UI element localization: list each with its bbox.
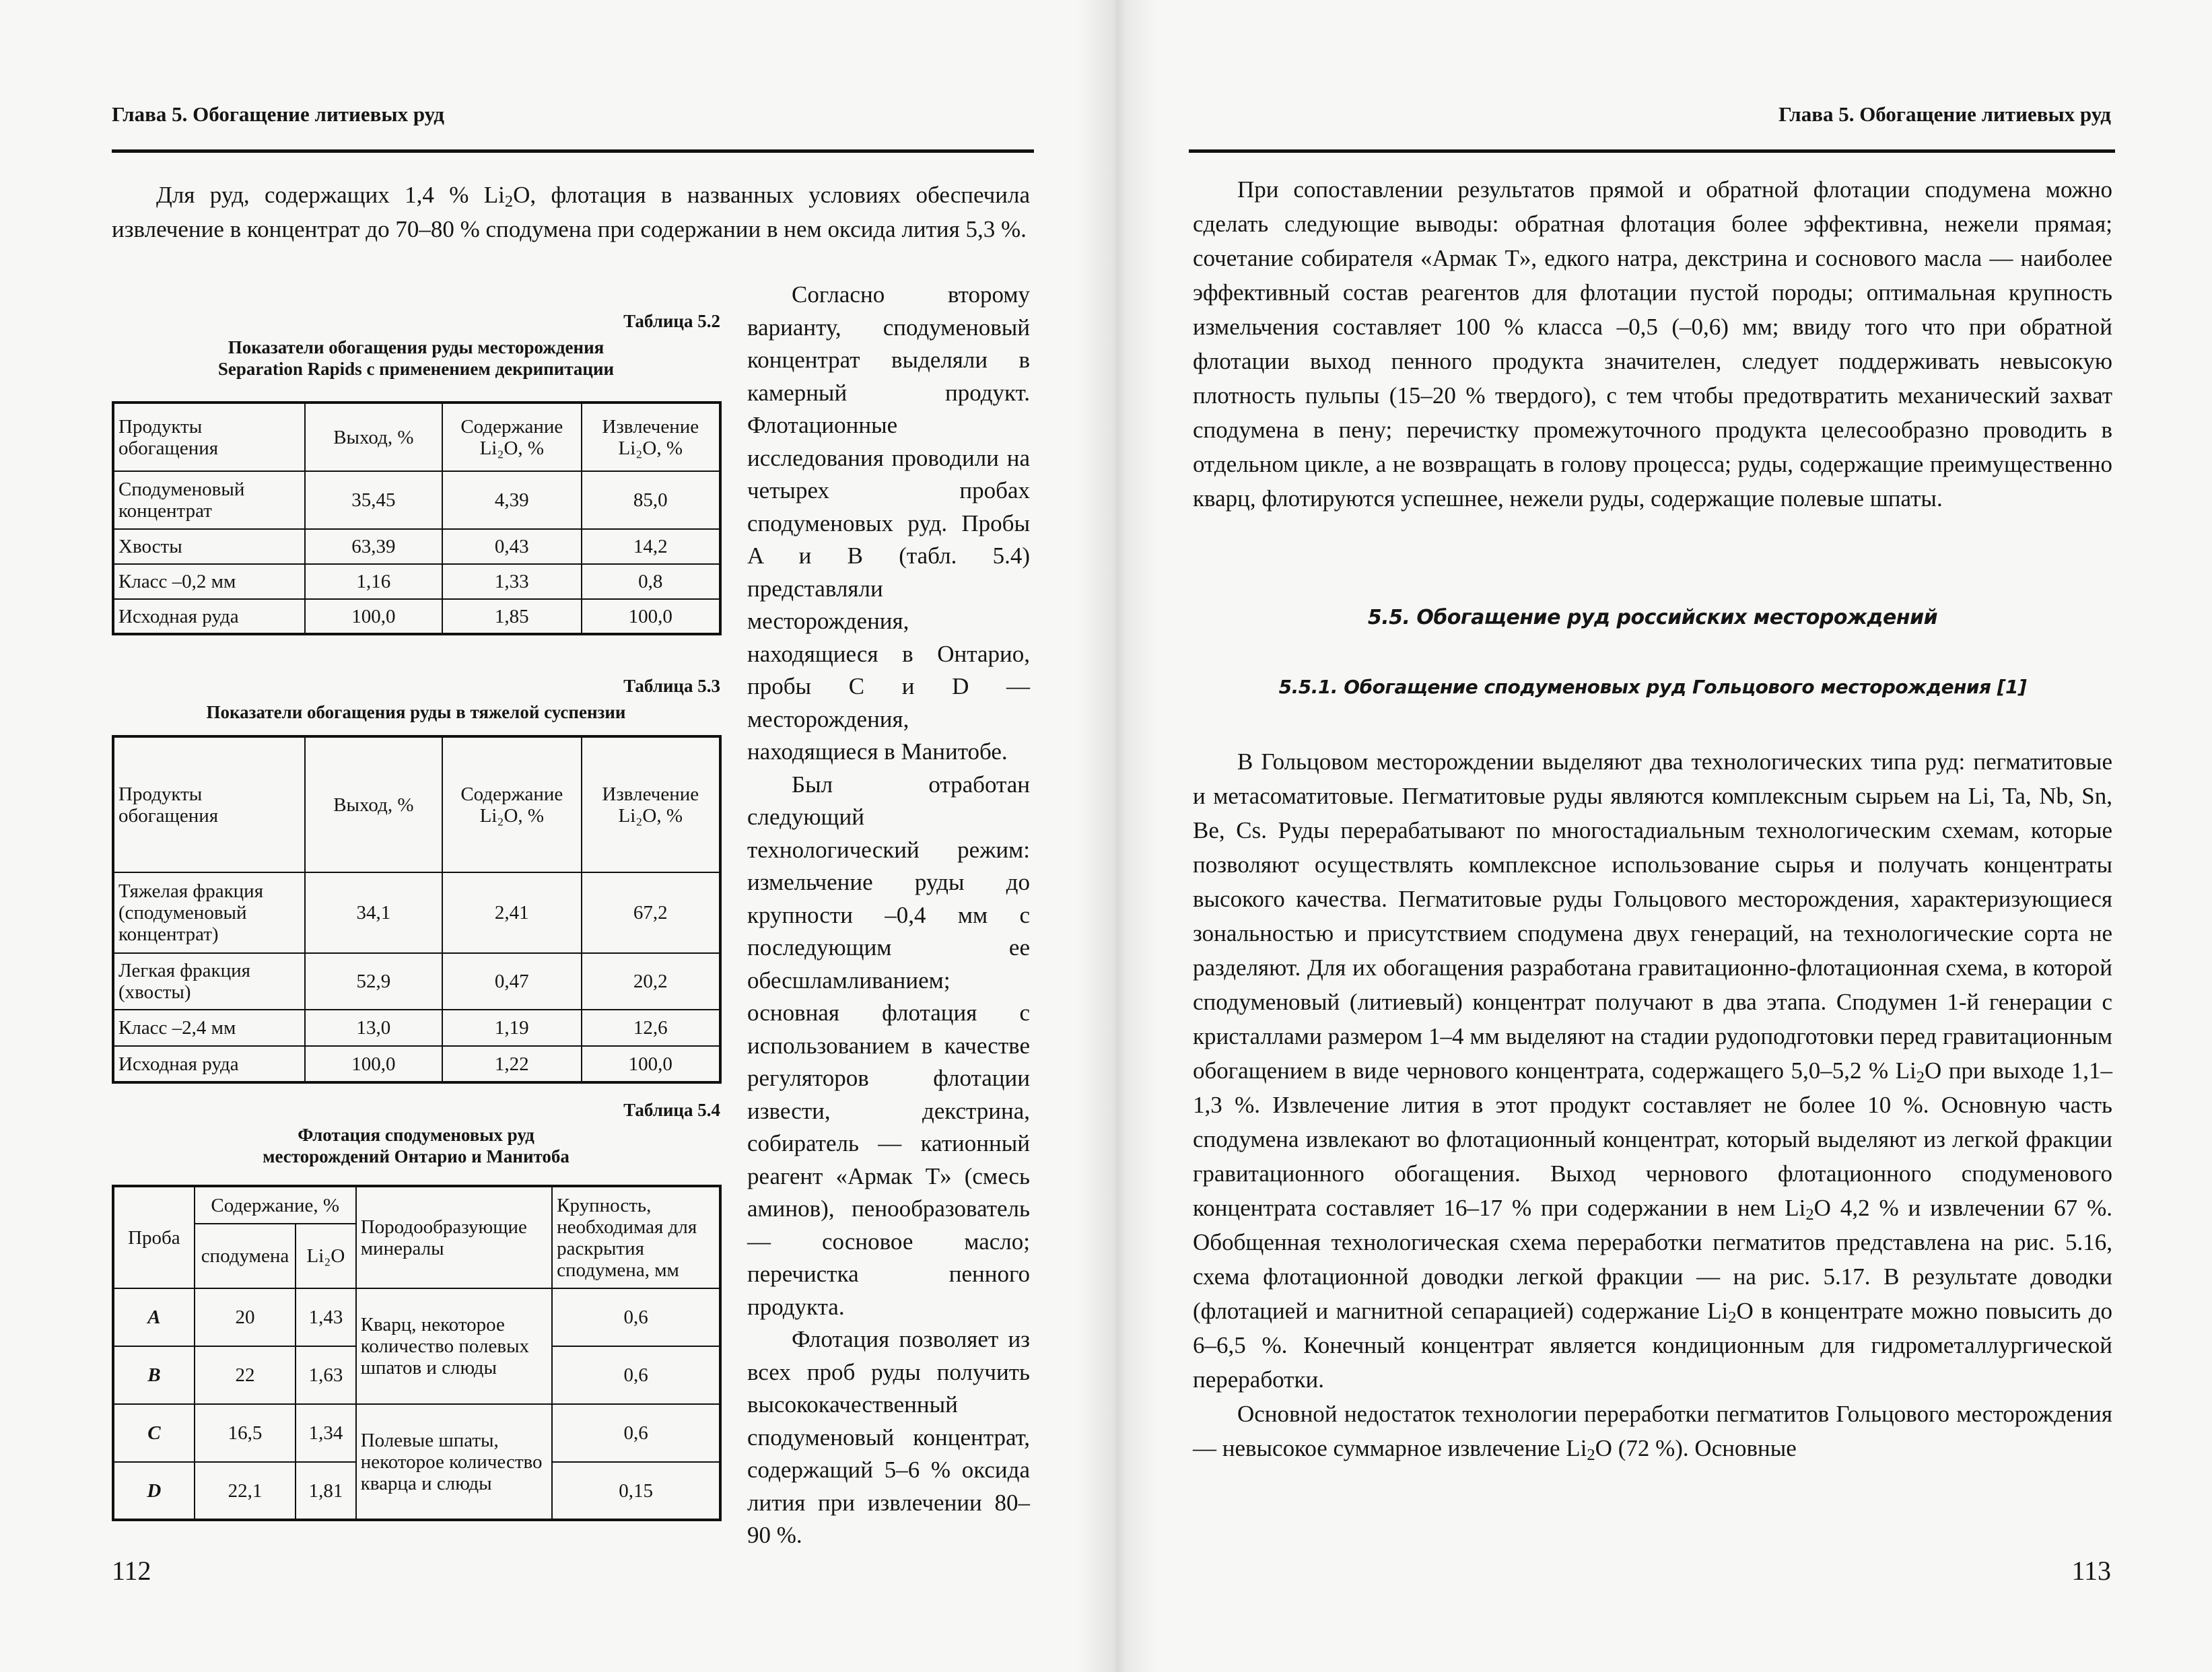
table-cell: 35,45 <box>305 471 442 529</box>
table-header-cell: Извлечение Li₂O, % <box>582 403 720 471</box>
table-row <box>113 1046 720 1082</box>
table-cell: Кварц, некоторое количество полевых шпатов и слюды <box>356 1288 552 1404</box>
right-page <box>1104 0 2212 1672</box>
table-cell: 1,34 <box>296 1404 356 1462</box>
table-header-cell: сподумена <box>195 1224 296 1288</box>
table-cell: 0,15 <box>552 1462 720 1520</box>
text-run: O, флотация в названных условиях обеспечила извлечение в концентрат до 70–80 % сподумена при содержании в нем оксида лития 5,3 %. <box>112 182 1031 242</box>
text-run: O 4,2 % и извлечении 67 %. Обобщенная технологическая схема переработки пегматитов представлена на рис. 5.16, схема флотационной доводки легкой фракции — на рис. 5.17. В результате доводки (флотацией и магнитной сепарацией) содержание Li <box>1193 1195 2112 1324</box>
table-5-3 <box>112 735 722 1084</box>
table-5-4 <box>112 1185 722 1521</box>
table-cell: 100,0 <box>582 1046 720 1082</box>
table-row <box>113 953 720 1010</box>
table-cell: 1,63 <box>296 1346 356 1404</box>
table-header-cell: Содержание Li₂O, % <box>442 403 581 471</box>
table-cell: 67,2 <box>582 872 720 953</box>
table-cell: 100,0 <box>582 599 720 634</box>
page-number: 112 <box>112 1556 151 1586</box>
table-cell: 1,33 <box>442 564 581 599</box>
table-cell: 85,0 <box>582 471 720 529</box>
table-header-cell: Содержание Li₂O, % <box>442 736 581 872</box>
table-cell: D <box>113 1462 195 1520</box>
text-run: Для руд, содержащих 1,4 % Li <box>156 182 505 208</box>
table-cell: 1,81 <box>296 1462 356 1520</box>
paragraph: Флотация позволяет из всех проб руды получить высококачественный сподуменовый концентрат, содержащий 5–6 % оксида лития при извлечении 80–90 %. <box>747 1326 1030 1548</box>
caption-line: месторождений Онтарио и Манитоба <box>263 1146 569 1166</box>
text-run: Основной недостаток технологии переработки пегматитов Гольцового месторождения — невысокое суммарное извлечение Li <box>1193 1401 2112 1461</box>
intro-paragraph <box>112 178 1030 246</box>
table-cell: 2,41 <box>442 872 581 953</box>
caption-line: Показатели обогащения руды месторождения <box>228 337 604 357</box>
paragraph: Согласно второму варианту, сподуменовый концентрат выделяли в камерный продукт. Флотационные исследования проводили на четырех пробах сподуменовых руд. Пробы A и B (табл. 5.4) представляли месторождения, находящиеся в Онтарио, пробы C и D — месторождения, находящиеся в Манитобе. <box>747 281 1030 765</box>
text-run: O в концентрате можно повысить до 6–6,5 %. Конечный концентрат является кондиционным для гидрометаллургической переработки. <box>1193 1298 2113 1393</box>
left-page <box>0 0 1104 1672</box>
table-cell: 20 <box>195 1288 296 1346</box>
table-cell: 14,2 <box>582 529 720 564</box>
running-header: Глава 5. Обогащение литиевых руд <box>112 102 444 126</box>
table-cell: Полевые шпаты, некоторое количество кварца и слюды <box>356 1404 552 1520</box>
page-number: 113 <box>2071 1556 2111 1586</box>
table-5-2 <box>112 401 722 635</box>
table-cell: 100,0 <box>305 599 442 634</box>
text-run: В Гольцовом месторождении выделяют два технологических типа руд: пегматитовые и метасоматитовые. Пегматитовые руды являются комплексным сырьем на Li, Ta, Nb, Sn, Be, Cs. Руды перерабатывают по многостадиальным технологическим схемам, которые позволяют осуществлять комплексное использование сырья и получать концентраты высокого качества. Пегматитовые руды Гольцового месторождения, характеризующиеся зональностью и присутствием сподумена двух генераций, на технологические сорта не разделяют. Для их обогащения разработана гравитационно-флотационная схема, в которой сподуменовый (литиевый) концентрат получают в два этапа. Сподумен 1-й генерации с кристаллами размером 1–4 мм выделяют на стадии рудоподготовки перед гравитационным обогащением в виде чернового концентрата, содержащего 5,0–5,2 % Li <box>1193 748 2112 1084</box>
table-caption <box>112 1124 720 1167</box>
text-run: O (72 %). Основные <box>1595 1435 1797 1461</box>
table-cell: 16,5 <box>195 1404 296 1462</box>
table-cell: Исходная руда <box>113 1046 305 1082</box>
table-header-cell: Извлечение Li₂O, % <box>582 736 720 872</box>
table-number: Таблица 5.3 <box>623 676 720 696</box>
subscript: 2 <box>1916 1068 1925 1087</box>
table-cell: 13,0 <box>305 1010 442 1046</box>
table-cell: 20,2 <box>582 953 720 1010</box>
table-cell: A <box>113 1288 195 1346</box>
table-header-cell: Породообразующие минералы <box>356 1186 552 1288</box>
table-cell: 0,6 <box>552 1288 720 1346</box>
table-row <box>113 872 720 953</box>
table-cell: 4,39 <box>442 471 581 529</box>
table-cell: Исходная руда <box>113 599 305 634</box>
table-cell: 0,6 <box>552 1404 720 1462</box>
table-cell: 22 <box>195 1346 296 1404</box>
table-number: Таблица 5.4 <box>623 1100 720 1120</box>
table-header-cell: Проба <box>113 1186 195 1288</box>
running-header: Глава 5. Обогащение литиевых руд <box>1778 102 2111 126</box>
subscript: 2 <box>1805 1206 1814 1224</box>
table-cell: 1,16 <box>305 564 442 599</box>
table-caption <box>112 337 720 380</box>
subscript: 2 <box>1728 1309 1737 1327</box>
paragraph <box>1193 744 2112 1397</box>
table-cell: 34,1 <box>305 872 442 953</box>
table-cell: 1,22 <box>442 1046 581 1082</box>
table-header-cell: Крупность, необходимая для раскрытия сподумена, мм <box>552 1186 720 1288</box>
paragraph: Был отработан следующий технологический режим: измельчение руды до крупности –0,4 мм с последующим ее обесшламливанием; основная флотация с использованием в качестве регуляторов флотации извести, декстрина, собиратель — катионный реагент «Армак T» (смесь аминов), пенообразователь — сосновое масло; перечистка пенного продукта. <box>747 771 1030 1320</box>
book-gutter-shadow <box>1077 0 1158 1672</box>
table-row <box>113 599 720 634</box>
table-cell: 1,19 <box>442 1010 581 1046</box>
table-header-cell: Продукты обогащения <box>113 403 305 471</box>
table-cell: Класс –2,4 мм <box>113 1010 305 1046</box>
table-header-cell: Содержание, % <box>195 1186 356 1224</box>
table-row <box>113 1404 720 1462</box>
table-cell: Класс –0,2 мм <box>113 564 305 599</box>
header-rule <box>112 149 1034 153</box>
table-cell: 0,8 <box>582 564 720 599</box>
table-cell: 0,43 <box>442 529 581 564</box>
table-cell: 63,39 <box>305 529 442 564</box>
table-header-cell: Li₂O <box>296 1224 356 1288</box>
text-run: O при выходе 1,1–1,3 %. Извлечение лития в этот продукт составляет не более 10 %. Основную часть сподумена извлекают во флотационный концентрат, который выделяют из легкой фракции гравитационного обогащения. Выход чернового флотационного сподуменового концентрата составляет 16–17 % при содержании в нем Li <box>1193 1057 2112 1221</box>
table-header-cell: Продукты обогащения <box>113 736 305 872</box>
table-cell: 52,9 <box>305 953 442 1010</box>
table-cell: 0,47 <box>442 953 581 1010</box>
table-cell: 1,85 <box>442 599 581 634</box>
subsection-heading: 5.5.1. Обогащение сподуменовых руд Гольцового месторождения [1] <box>1278 676 2027 698</box>
caption-line: Флотация сподуменовых руд <box>298 1125 534 1145</box>
table-cell: Тяжелая фракция (сподуменовый концентрат) <box>113 872 305 953</box>
subscript: 2 <box>504 193 514 211</box>
table-caption: Показатели обогащения руды в тяжелой суспензии <box>206 702 626 722</box>
table-row <box>113 529 720 564</box>
table-row <box>113 471 720 529</box>
paragraph <box>1193 1397 2112 1465</box>
table-cell: Сподуменовый концентрат <box>113 471 305 529</box>
table-cell: Легкая фракция (хвосты) <box>113 953 305 1010</box>
table-row <box>113 1288 720 1346</box>
table-header-cell: Выход, % <box>305 403 442 471</box>
table-cell: C <box>113 1404 195 1462</box>
section-heading: 5.5. Обогащение руд российских месторождений <box>1367 606 1938 629</box>
table-cell: 22,1 <box>195 1462 296 1520</box>
body-text <box>1193 744 2112 1465</box>
table-cell: 1,43 <box>296 1288 356 1346</box>
side-column <box>747 279 1030 1552</box>
table-cell: B <box>113 1346 195 1404</box>
conclusions-paragraph: При сопоставлении результатов прямой и обратной флотации сподумена можно сделать следующие выводы: обратная флотация более эффективна, нежели прямая; сочетание собирателя «Армак T», едкого натра, декстрина и соснового масла — наиболее эффективный состав реагентов для флотации пустой породы; оптимальная крупность измельчения составляет 100 % класса –0,5 (–0,6) мм; ввиду того что при обратной флотации выход пенного продукта значителен, следует поддерживать невысокую плотность пульпы (15–20 % твердого), с тем чтобы предотвратить механический захват сподумена в пену; перечистку промежуточного продукта целесообразно проводить в отдельном цикле, а не возвращать в голову процесса; руды, содержащие преимущественно кварц, флотируются успешнее, нежели руды, содержащие полевые шпаты. <box>1193 176 2112 512</box>
table-cell: Хвосты <box>113 529 305 564</box>
subscript: 2 <box>1587 1446 1595 1465</box>
table-number: Таблица 5.2 <box>623 311 720 331</box>
table-cell: 12,6 <box>582 1010 720 1046</box>
caption-line: Separation Rapids с применением декрипитации <box>217 359 615 379</box>
header-rule <box>1189 149 2115 153</box>
table-row <box>113 1010 720 1046</box>
table-cell: 100,0 <box>305 1046 442 1082</box>
table-cell: 0,6 <box>552 1346 720 1404</box>
table-header-cell: Выход, % <box>305 736 442 872</box>
table-row <box>113 564 720 599</box>
